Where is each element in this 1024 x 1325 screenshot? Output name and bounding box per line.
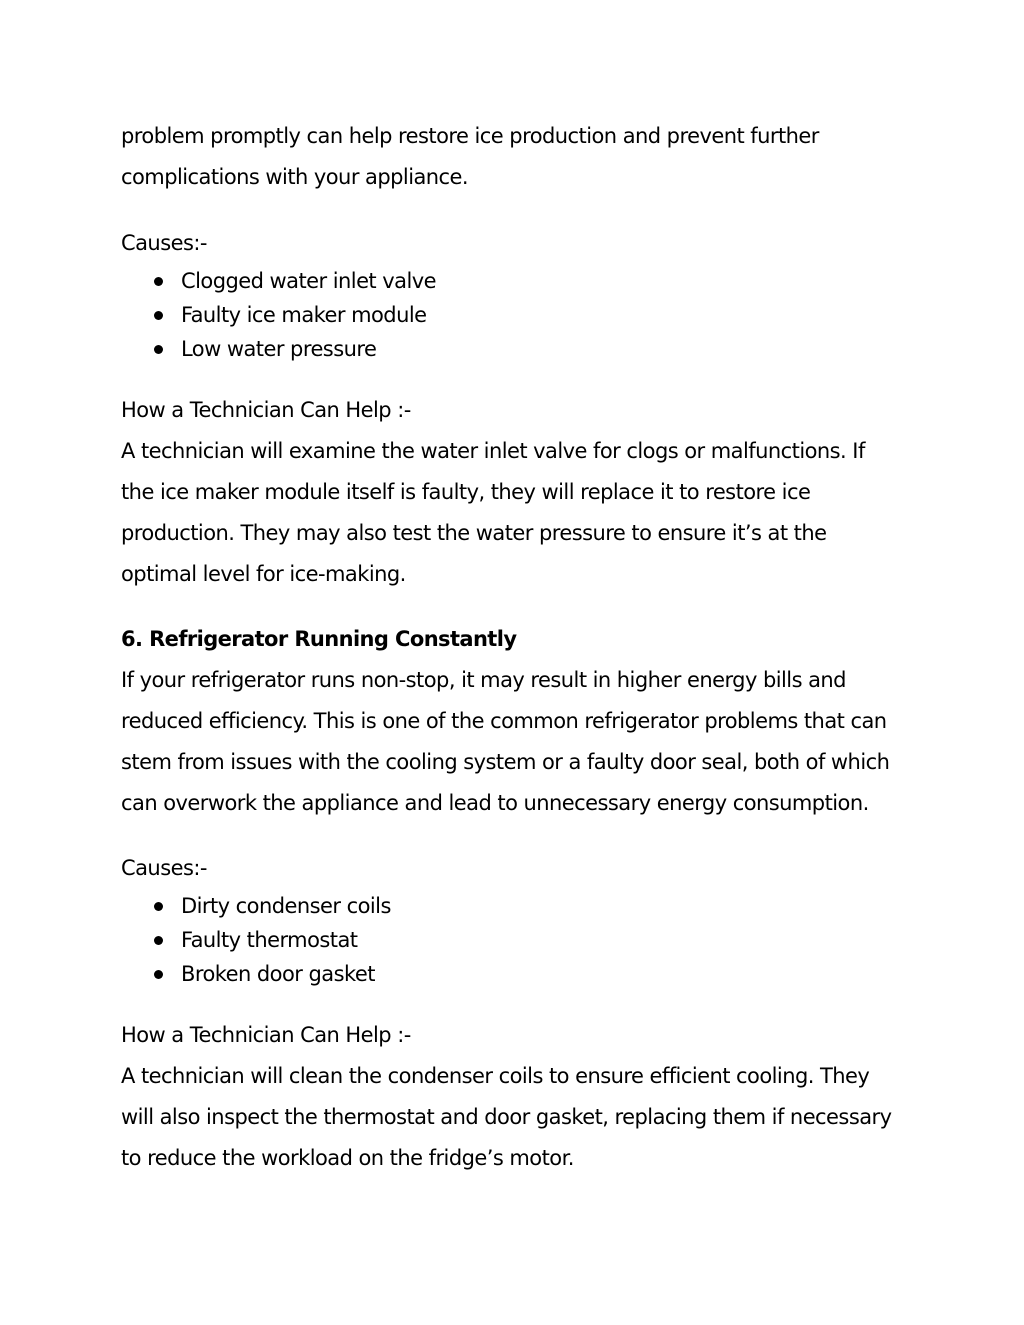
list-item: Low water pressure (121, 332, 911, 366)
text-line: will also inspect the thermostat and door gasket, replacing them if necessary (121, 1105, 892, 1129)
list-item: Broken door gasket (121, 957, 911, 991)
text-line: optimal level for ice-making. (121, 562, 406, 586)
text-line: reduced efficiency. This is one of the common refrigerator problems that can (121, 709, 887, 733)
document-page (121, 116, 911, 1179)
causes-list (121, 264, 911, 366)
section-body-paragraph (121, 660, 911, 824)
text-line: production. They may also test the water pressure to ensure it’s at the (121, 521, 827, 545)
list-item: Clogged water inlet valve (121, 264, 911, 298)
section-heading: 6. Refrigerator Running Constantly (121, 627, 517, 651)
text-line: problem promptly can help restore ice production and prevent further (121, 124, 819, 148)
list-item: Faulty ice maker module (121, 298, 911, 332)
text-line: the ice maker module itself is faulty, they will replace it to restore ice (121, 480, 811, 504)
text-line: stem from issues with the cooling system or a faulty door seal, both of which (121, 750, 890, 774)
intro-paragraph (121, 116, 911, 198)
text-line: A technician will clean the condenser coils to ensure efficient cooling. They (121, 1064, 870, 1088)
help-paragraph (121, 431, 911, 595)
list-item: Faulty thermostat (121, 923, 911, 957)
text-line: complications with your appliance. (121, 165, 469, 189)
text-line: If your refrigerator runs non-stop, it may result in higher energy bills and (121, 668, 846, 692)
causes-list (121, 889, 911, 991)
text-line: to reduce the workload on the fridge’s motor. (121, 1146, 574, 1170)
help-paragraph (121, 1056, 911, 1179)
causes-label: Causes:- (121, 856, 207, 880)
help-label: How a Technician Can Help :- (121, 1023, 411, 1047)
causes-label: Causes:- (121, 231, 207, 255)
help-label: How a Technician Can Help :- (121, 398, 411, 422)
text-line: can overwork the appliance and lead to unnecessary energy consumption. (121, 791, 869, 815)
text-line: A technician will examine the water inlet valve for clogs or malfunctions. If (121, 439, 865, 463)
list-item: Dirty condenser coils (121, 889, 911, 923)
